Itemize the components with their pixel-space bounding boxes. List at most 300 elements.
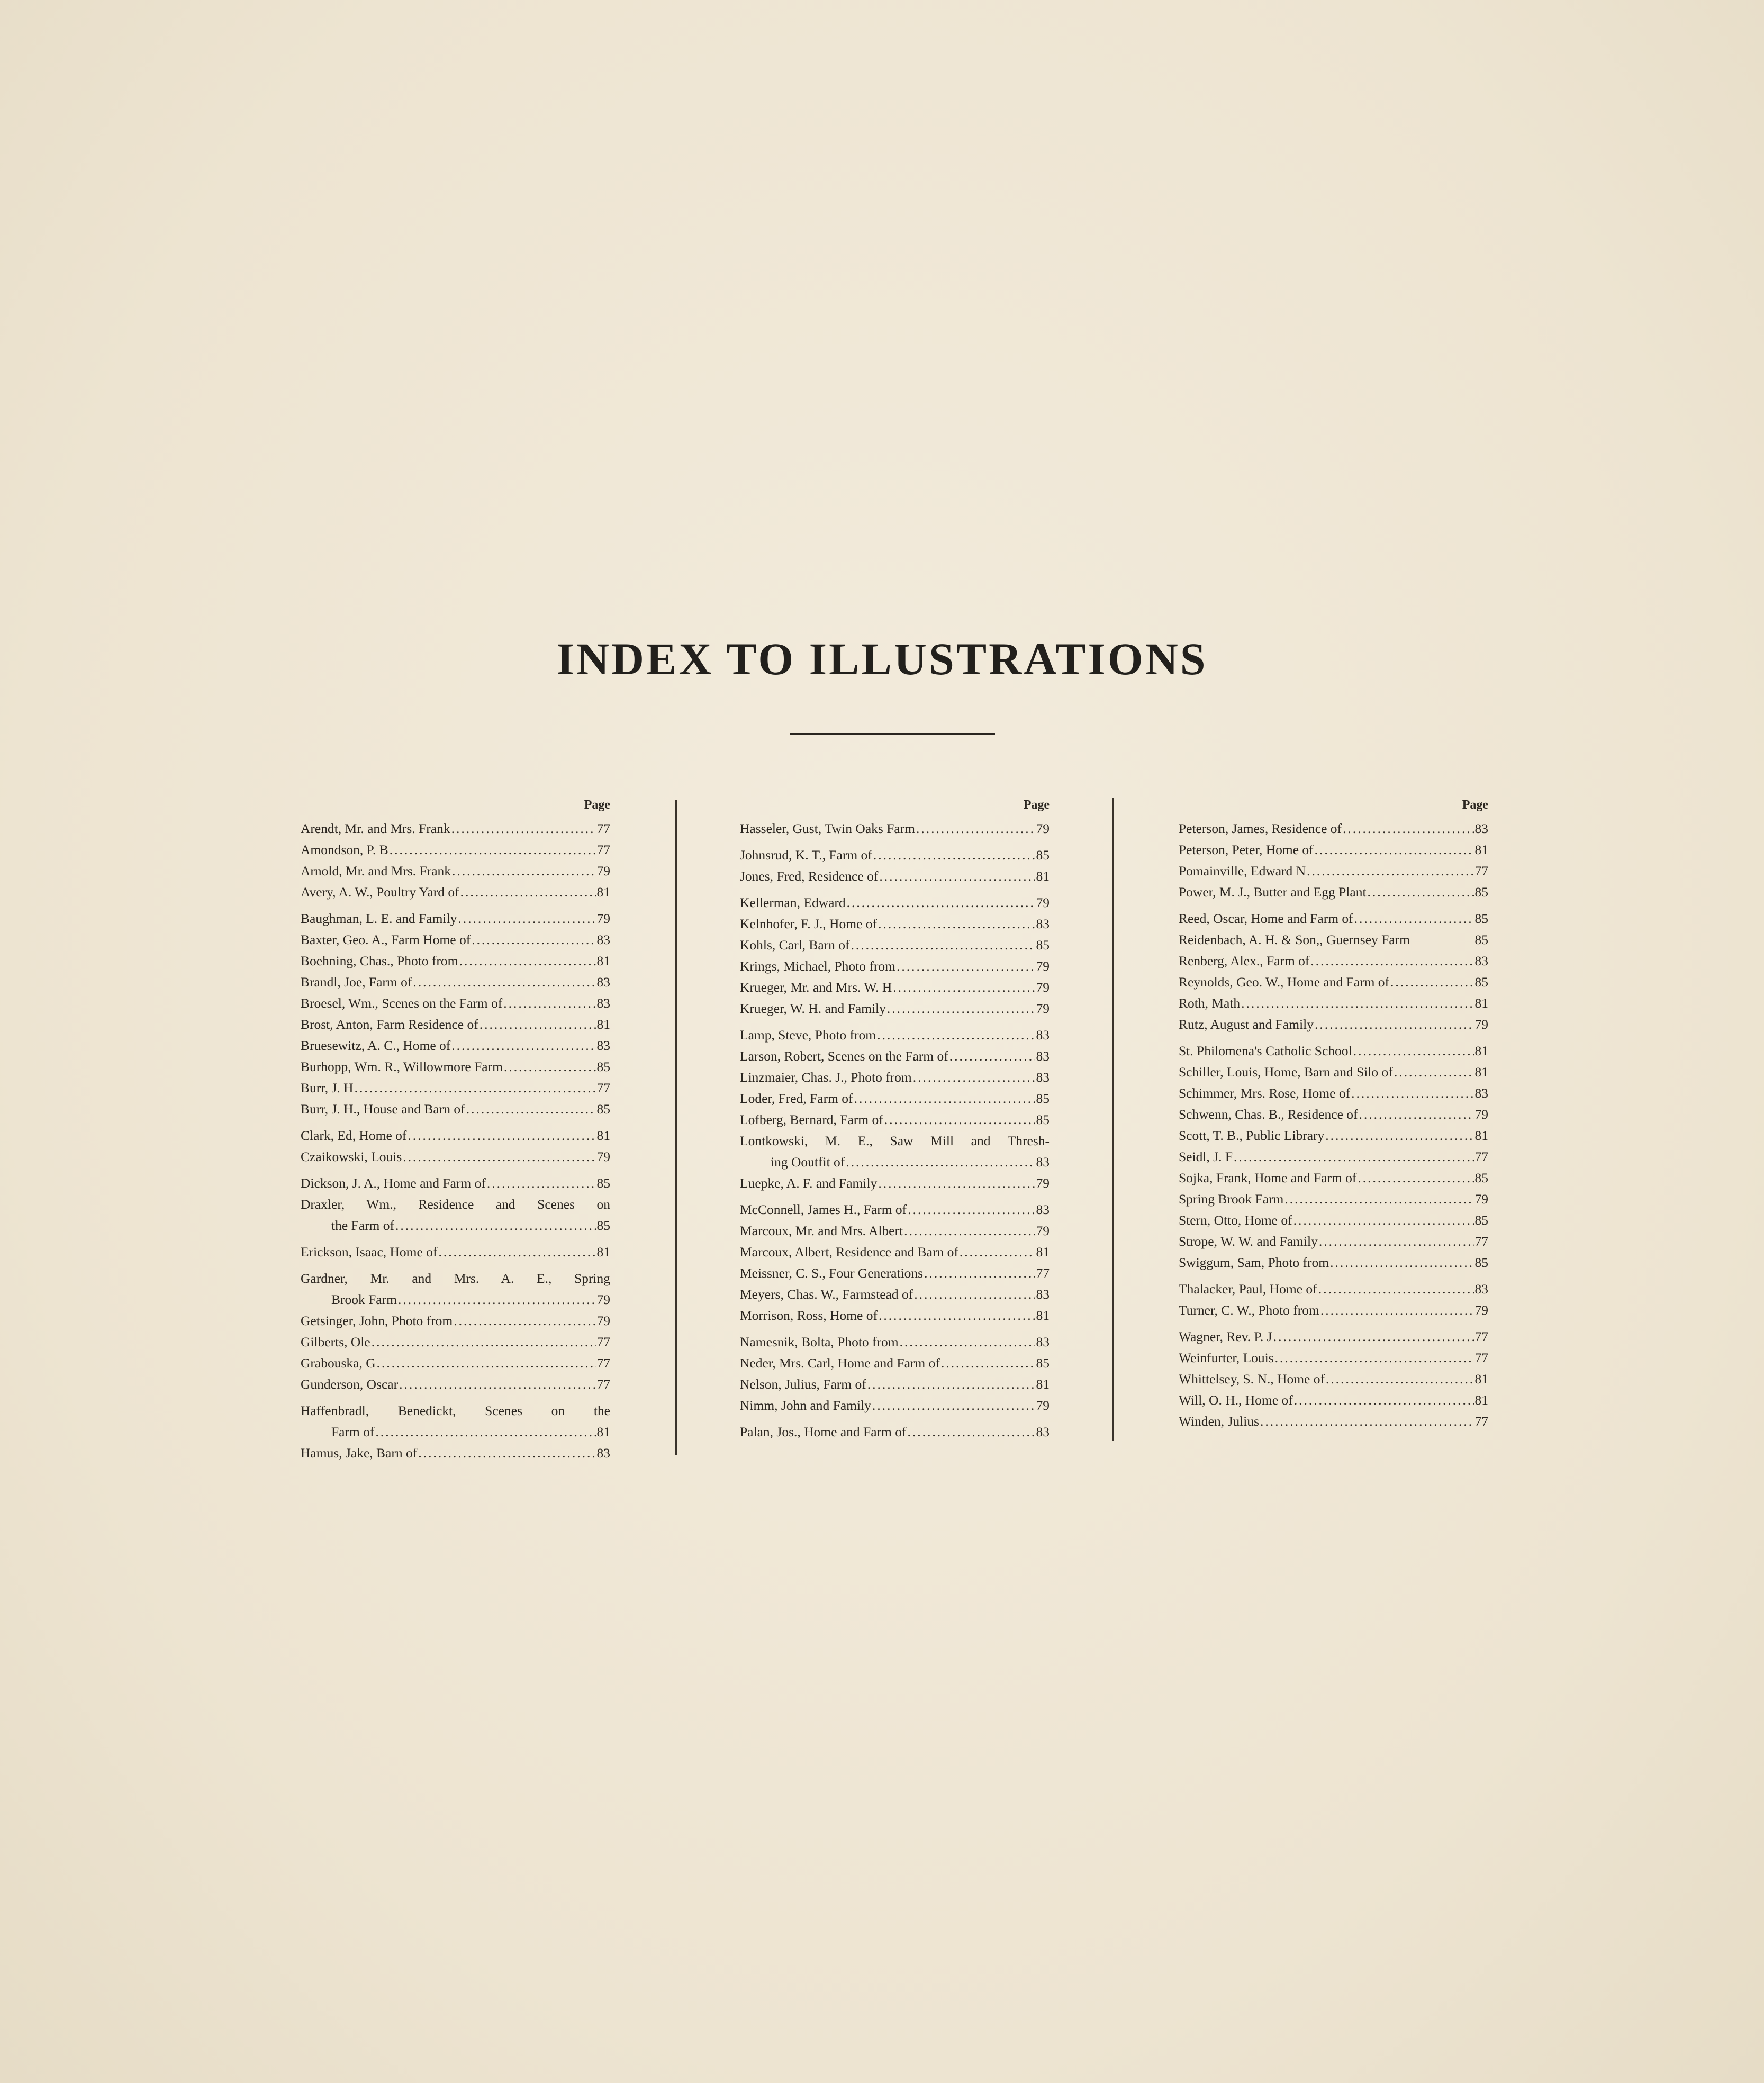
entry-line [1179,993,1488,1014]
page-number: 85 [596,1101,610,1117]
entry-line [740,913,1050,935]
entry-text: Avery, A. W., Poultry Yard of [301,884,459,900]
page-number: 81 [596,1128,610,1143]
page-number: 79 [1036,980,1050,995]
entry-text: Linzmaier, Chas. J., Photo from [740,1070,912,1085]
index-entry [301,972,610,993]
entry-text: Krueger, Mr. and Mrs. W. H [740,980,892,995]
page-number: 81 [1036,868,1050,884]
index-entry [301,861,610,882]
entry-line [740,1353,1050,1374]
entry-text: Haffenbradl, Benedickt, Scenes on the [301,1403,610,1418]
dot-leader [1325,1125,1473,1146]
entry-text: McConnell, James H., Farm of [740,1202,907,1217]
entry-text: Rutz, August and Family [1179,1017,1314,1032]
dot-leader [900,1332,1035,1353]
dot-leader [877,1025,1035,1046]
entry-text: Nelson, Julius, Farm of [740,1376,866,1392]
dot-leader [504,1056,596,1077]
dot-leader [1275,1347,1474,1369]
dot-leader [398,1289,596,1310]
entry-line [1179,1062,1488,1083]
entry-line [740,1173,1050,1194]
dot-leader [403,1146,595,1167]
dot-leader [503,993,595,1014]
entry-line [1179,1014,1488,1035]
index-entry [740,913,1050,935]
entry-line [301,972,610,993]
dot-leader [1284,1189,1473,1210]
dot-leader [377,1353,596,1374]
dot-leader [1351,1083,1473,1104]
entry-text: Sojka, Frank, Home and Farm of [1179,1170,1357,1185]
index-entry [301,1310,610,1332]
entry-text: Krueger, W. H. and Family [740,1001,886,1016]
dot-leader [458,908,595,929]
index-entry [301,993,610,1014]
page-number: 79 [1474,1191,1488,1207]
page-number: 81 [1474,995,1488,1011]
page-number: 81 [1474,1128,1488,1143]
dot-leader [1354,908,1474,929]
index-entry [301,1400,610,1443]
page-number: 77 [1474,1350,1488,1365]
entry-text: Will, O. H., Home of [1179,1392,1293,1408]
index-entry [1179,1347,1488,1369]
entry-line [740,998,1050,1019]
entry-text: Neder, Mrs. Carl, Home and Farm of [740,1355,940,1371]
dot-leader [480,1014,596,1035]
index-entry [1179,1040,1488,1062]
dot-leader [460,882,596,903]
entry-text: Morrison, Ross, Home of [740,1308,878,1323]
entry-continuation: the Farm of [331,1218,394,1233]
dot-leader [1394,1062,1474,1083]
index-entry [1179,1189,1488,1210]
dot-leader [1319,1231,1474,1252]
entry-line [1179,1210,1488,1231]
entry-text: Meyers, Chas. W., Farmstead of [740,1287,913,1302]
entry-text: Czaikowski, Louis [301,1149,402,1164]
entry-line [301,1332,610,1353]
entry-text: Lontkowski, M. E., Saw Mill and Thresh- [740,1133,1050,1148]
page-column-header: Page [1462,798,1488,812]
entry-text: Dickson, J. A., Home and Farm of [301,1175,486,1191]
dot-leader [1293,1210,1474,1231]
dot-leader [438,1242,595,1263]
page-number: 85 [596,1175,610,1191]
index-entry [1179,861,1488,882]
entry-line [301,861,610,882]
dot-leader [451,818,596,839]
entry-line [740,1305,1050,1326]
index-entry [301,1035,610,1056]
dot-leader [1353,1040,1474,1062]
entry-line [740,1109,1050,1130]
dot-leader [893,977,1035,998]
entry-text: Nimm, John and Family [740,1398,871,1413]
dot-leader [1368,882,1474,903]
entry-line [740,892,1050,913]
entry-line [740,1088,1050,1109]
entry-line [740,866,1050,887]
entry-line [740,1046,1050,1067]
index-entry [301,950,610,972]
entry-line [740,1025,1050,1046]
page-number: 81 [1036,1244,1050,1260]
entry-line [301,882,610,903]
page-number: 85 [1036,1091,1050,1106]
page-number: 79 [596,1292,610,1307]
index-entry [301,1332,610,1353]
entry-line [1179,1252,1488,1273]
entry-line [301,1421,610,1443]
index-entry [740,1067,1050,1088]
page-number: 79 [1036,958,1050,974]
index-entry [740,1220,1050,1242]
entry-line [301,929,610,950]
entry-text: Meissner, C. S., Four Generations [740,1265,924,1281]
entry-text: Schwenn, Chas. B., Residence of [1179,1107,1358,1122]
page-number: 85 [1036,847,1050,863]
entry-line [740,1199,1050,1220]
dot-leader [408,1125,595,1146]
entry-text: Lamp, Steve, Photo from [740,1027,876,1043]
dot-leader [454,1310,595,1332]
column-divider-left [675,800,677,1455]
dot-leader [913,1067,1035,1088]
entry-line [1179,1189,1488,1210]
page-number: 81 [596,884,610,900]
page-number: 77 [1474,1234,1488,1249]
index-entry [301,1014,610,1035]
entry-text: Larson, Robert, Scenes on the Farm of [740,1048,948,1064]
page-number: 83 [1474,953,1488,968]
dot-leader [390,839,596,861]
page-number: 79 [1036,895,1050,910]
entry-text: Burr, J. H., House and Barn of [301,1101,465,1117]
dot-leader [399,1374,595,1395]
entry-line [301,1353,610,1374]
entry-line [301,1443,610,1464]
page-number: 85 [1474,911,1488,926]
page-number: 79 [1474,1302,1488,1318]
index-entry [301,1353,610,1374]
entry-text: Luepke, A. F. and Family [740,1175,878,1191]
entry-text: Boehning, Chas., Photo from [301,953,458,968]
entry-text: Burhopp, Wm. R., Willowmore Farm [301,1059,503,1074]
dot-leader [904,1220,1035,1242]
dot-leader [941,1353,1035,1374]
dot-leader [854,1088,1035,1109]
entry-continuation: Farm of [331,1424,375,1439]
page-number: 85 [1036,937,1050,953]
entry-line [301,1173,610,1194]
entry-text: Pomainville, Edward N [1179,863,1306,879]
entry-line [301,839,610,861]
entry-line [1179,1279,1488,1300]
entry-text: Arnold, Mr. and Mrs. Frank [301,863,451,879]
entry-text: Grabouska, G [301,1355,376,1371]
dot-leader [459,950,596,972]
entry-text: Marcoux, Mr. and Mrs. Albert [740,1223,903,1238]
page-number: 81 [1474,842,1488,857]
entry-text: Reidenbach, A. H. & Son,, Guernsey Farm [1179,932,1410,947]
entry-line [1179,1300,1488,1321]
entry-line [1179,1083,1488,1104]
index-entry [301,1443,610,1464]
entry-text: Arendt, Mr. and Mrs. Frank [301,821,450,836]
entry-text: Gunderson, Oscar [301,1376,399,1392]
page-number: 79 [1036,1001,1050,1016]
index-entry [1179,1014,1488,1035]
page-number: 79 [596,911,610,926]
entry-text: Peterson, James, Residence of [1179,821,1342,836]
index-entry [301,1173,610,1194]
dot-leader [878,1173,1035,1194]
index-entry [301,1146,610,1167]
index-column-2 [740,794,1050,1443]
page-number: 79 [596,1313,610,1328]
page-number: 79 [1036,821,1050,836]
page-number: 81 [1474,1064,1488,1080]
page-number: 83 [1036,1202,1050,1217]
page-number: 83 [596,1038,610,1053]
dot-leader [878,913,1035,935]
index-entry [1179,950,1488,972]
entry-text: Gardner, Mr. and Mrs. A. E., Spring [301,1271,610,1286]
dot-leader [872,1395,1035,1416]
dot-leader [914,1284,1035,1305]
dot-leader [847,892,1035,913]
entry-line [1179,818,1488,839]
index-entry [301,839,610,861]
index-entry [301,1056,610,1077]
entry-line [301,950,610,972]
index-entry [1179,1326,1488,1347]
page-number: 83 [1036,916,1050,931]
page-number: 83 [596,1445,610,1461]
entry-line [1179,1411,1488,1432]
page-number: 79 [1036,1398,1050,1413]
entry-text: Loder, Fred, Farm of [740,1091,853,1106]
page-number: 83 [1036,1424,1050,1439]
entry-text: Erickson, Isaac, Home of [301,1244,438,1260]
index-entry [740,1199,1050,1220]
title-underline [790,733,995,735]
entry-line [1179,950,1488,972]
index-entry [301,1099,610,1120]
page-number: 79 [596,863,610,879]
entry-text: Kellerman, Edward [740,895,846,910]
dot-leader [1234,1146,1473,1167]
dot-leader [413,972,595,993]
page-number: 77 [1036,1265,1050,1281]
index-entry [1179,839,1488,861]
page-number: 85 [1474,1170,1488,1185]
entry-text: Wagner, Rev. P. J [1179,1329,1272,1344]
page-number: 81 [596,1424,610,1439]
page-number: 85 [1474,1212,1488,1228]
entry-line [301,1099,610,1120]
entry-line [1179,1390,1488,1411]
index-entry [1179,929,1488,950]
entry-text: Winden, Julius [1179,1414,1259,1429]
entry-text: Renberg, Alex., Farm of [1179,953,1310,968]
entry-text: Stern, Otto, Home of [1179,1212,1292,1228]
dot-leader [884,1109,1035,1130]
entry-text: Bruesewitz, A. C., Home of [301,1038,451,1053]
index-entry [740,1109,1050,1130]
page-number: 81 [1474,1043,1488,1058]
dot-leader [851,935,1035,956]
entry-line [740,1242,1050,1263]
entry-text: Seidl, J. F [1179,1149,1233,1164]
entry-text: Roth, Math [1179,995,1241,1011]
index-entry [1179,1231,1488,1252]
index-entry [740,1305,1050,1326]
index-entry [740,956,1050,977]
page-number: 83 [1036,1334,1050,1350]
dot-leader [355,1077,596,1099]
entry-text: Marcoux, Albert, Residence and Barn of [740,1244,958,1260]
entry-line [740,1220,1050,1242]
page-number: 85 [596,1059,610,1074]
index-entry [1179,1300,1488,1321]
entry-text: Johnsrud, K. T., Farm of [740,847,872,863]
entry-line [301,1289,610,1310]
entry-line [740,977,1050,998]
page-number: 83 [1474,1085,1488,1101]
dot-leader [487,1173,596,1194]
page-number: 83 [596,974,610,990]
entry-line [301,1035,610,1056]
entry-line [301,1125,610,1146]
dot-leader [375,1421,595,1443]
entry-text: Brandl, Joe, Farm of [301,974,412,990]
page-number: 85 [1036,1355,1050,1371]
index-entry [740,1088,1050,1109]
dot-leader [452,861,595,882]
dot-leader [451,1035,595,1056]
index-entry [740,1025,1050,1046]
index-entry [740,818,1050,839]
index-entry [740,1130,1050,1173]
entry-continuation: Brook Farm [331,1292,397,1307]
entry-line [740,1284,1050,1305]
entry-line [1179,1125,1488,1146]
page-number: 77 [596,1080,610,1095]
dot-leader [1320,1300,1474,1321]
page-number: 81 [1474,1392,1488,1408]
entry-line [301,1215,610,1236]
entry-line [301,1374,610,1395]
page-number: 77 [596,1376,610,1392]
index-entry [301,929,610,950]
entry-text: Hasseler, Gust, Twin Oaks Farm [740,821,916,836]
index-entry [1179,882,1488,903]
page-number: 85 [1474,884,1488,900]
page-number: 83 [596,932,610,947]
dot-leader [1326,1369,1474,1390]
entry-line [740,1332,1050,1353]
page-number: 77 [1474,1149,1488,1164]
index-entry [1179,1390,1488,1411]
page-number: 83 [1036,1048,1050,1064]
dot-leader [916,818,1035,839]
entry-line [1179,972,1488,993]
index-entry [1179,1146,1488,1167]
page-number: 77 [596,1355,610,1371]
entry-line [1179,1231,1488,1252]
index-entry [1179,1279,1488,1300]
entry-line [301,993,610,1014]
dot-leader [1330,1252,1473,1273]
page-title: INDEX TO ILLUSTRATIONS [556,633,1208,684]
entry-text: Palan, Jos., Home and Farm of [740,1424,907,1439]
page-number: 83 [1036,1070,1050,1085]
entry-line [1179,861,1488,882]
index-entry [1179,1369,1488,1390]
entry-text: Schiller, Louis, Home, Barn and Silo of [1179,1064,1393,1080]
dot-leader [1315,1014,1474,1035]
index-entry [301,1194,610,1236]
entry-text: Schimmer, Mrs. Rose, Home of [1179,1085,1351,1101]
page-number: 77 [1474,863,1488,879]
entry-line [301,1146,610,1167]
page-column-header: Page [1023,798,1050,812]
page-number: 79 [1036,1175,1050,1191]
entry-line [1179,882,1488,903]
dot-leader [466,1099,596,1120]
entry-line [1179,1347,1488,1369]
entry-text: Kelnhofer, F. J., Home of [740,916,877,931]
index-entry [301,1268,610,1310]
entry-line [301,1056,610,1077]
index-entry [301,1125,610,1146]
index-entry [301,882,610,903]
index-entry [740,977,1050,998]
entry-line [740,1263,1050,1284]
index-entry [740,1284,1050,1305]
entry-text: Namesnik, Bolta, Photo from [740,1334,899,1350]
dot-leader [846,1152,1035,1173]
dot-leader [1318,1279,1474,1300]
entry-text: Amondson, P. B [301,842,388,857]
index-entry [301,1077,610,1099]
index-entry [740,1046,1050,1067]
index-entry [740,845,1050,866]
index-column-3 [1179,794,1488,1432]
entry-text: Weinfurter, Louis [1179,1350,1274,1365]
entry-line [740,1421,1050,1443]
entry-text: Lofberg, Bernard, Farm of [740,1112,883,1127]
index-entry [740,866,1050,887]
entry-text: Gilberts, Ole [301,1334,370,1350]
page-number: 81 [1474,1371,1488,1387]
dot-leader [1241,993,1473,1014]
dot-leader [1310,950,1473,972]
entry-list [1179,818,1488,1432]
page-number: 79 [1036,1223,1050,1238]
entry-text: Power, M. J., Butter and Egg Plant [1179,884,1367,900]
entry-line [740,1395,1050,1416]
entry-text: Burr, J. H [301,1080,354,1095]
page-number: 83 [1036,1287,1050,1302]
entry-line [740,935,1050,956]
entry-text: Draxler, Wm., Residence and Scenes on [301,1197,610,1212]
index-entry [740,1263,1050,1284]
